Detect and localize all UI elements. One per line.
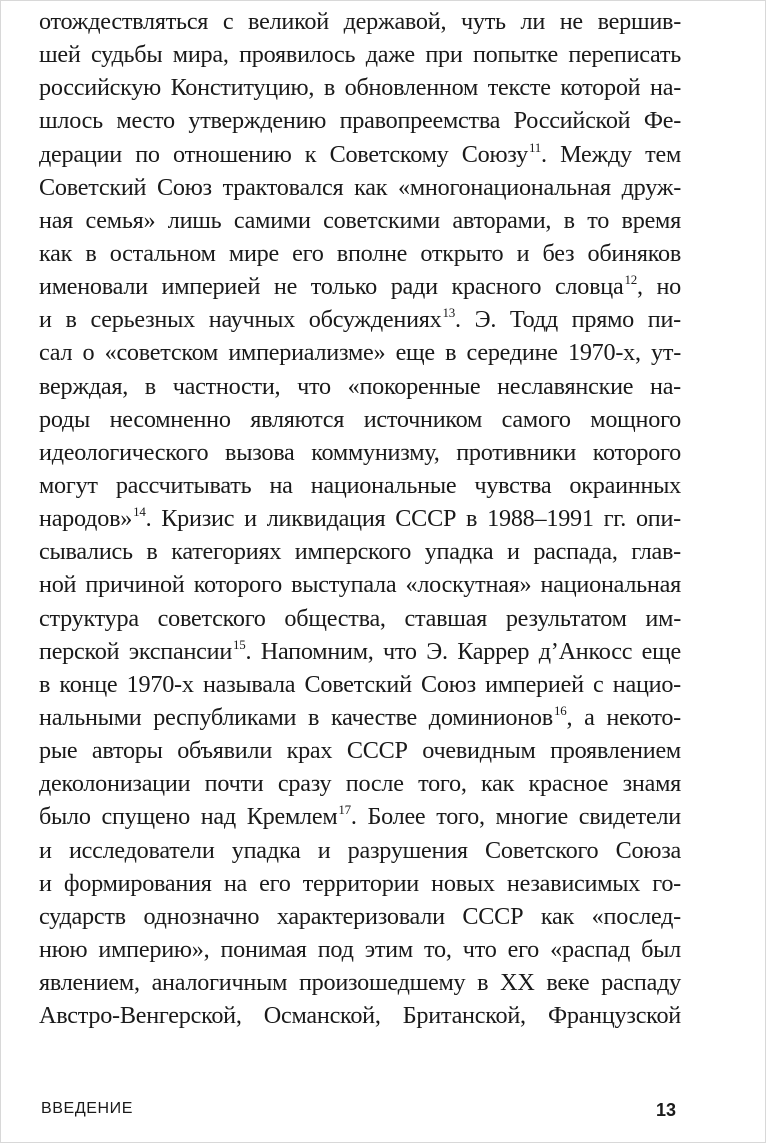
text-line (39, 171, 681, 204)
text-line (39, 734, 681, 767)
text-segment: было спущено над Кремлем (39, 803, 338, 831)
text-segment: нальными республиками в качестве доминионов (39, 703, 553, 731)
text-segment: дерации по отношению к Советскому Союзу (39, 140, 528, 168)
footnote-reference[interactable]: 13 (442, 305, 456, 321)
text-line (39, 303, 681, 336)
text-segment: Советский Союз трактовался как «многонациональная друж- (39, 173, 681, 201)
footnote-reference[interactable]: 11 (528, 139, 541, 155)
text-segment: и исследователи упадка и разрушения Советского Союза (39, 836, 681, 864)
text-line (39, 966, 681, 999)
text-line (39, 502, 681, 535)
text-line (39, 436, 681, 469)
text-segment: явлением, аналогичным произошедшему в XX веке распаду (39, 969, 681, 997)
text-line (39, 5, 681, 38)
footnote-reference[interactable]: 12 (624, 272, 637, 288)
text-segment: структура советского общества, ставшая результатом им- (39, 604, 681, 632)
text-segment: рые авторы объявили крах СССР очевидным проявлением (39, 737, 681, 765)
text-segment: роды несомненно являются источником самого мощного (39, 405, 681, 433)
text-line (39, 767, 681, 800)
text-segment: могут рассчитывать на национальные чувства окраинных (39, 471, 681, 499)
text-line (39, 270, 681, 303)
text-segment: сывались в категориях имперского упадка и распада, глав- (39, 538, 681, 566)
text-line (39, 568, 681, 601)
text-segment: и в серьезных научных обсуждениях (39, 306, 442, 334)
text-line (39, 602, 681, 635)
footnote-reference[interactable]: 16 (553, 702, 567, 718)
text-segment: деколонизации почти сразу после того, как красное знамя (39, 770, 681, 798)
text-segment: идеологического вызова коммунизму, противники которого (39, 438, 681, 466)
text-line (39, 800, 681, 833)
text-line (39, 635, 681, 668)
text-line (39, 999, 681, 1032)
text-line (39, 104, 681, 137)
text-line (39, 204, 681, 237)
text-segment: шлось место утверждению правопреемства Российской Фе- (39, 107, 681, 135)
text-segment: и формирования на его территории новых независимых го- (39, 869, 681, 897)
text-segment: перской экспансии (39, 637, 233, 665)
text-segment: как в остальном мире его вполне открыто и без обиняков (39, 239, 681, 267)
text-segment: российскую Конституцию, в обновленном тексте которой на- (39, 74, 681, 102)
text-segment: верждая, в частности, что «покоренные неславянские на- (39, 372, 681, 400)
text-line (39, 867, 681, 900)
text-line (39, 900, 681, 933)
text-segment: . Более того, многие свидетели (350, 803, 681, 831)
text-line (39, 336, 681, 369)
text-segment: . Кризис и ликвидация СССР в 1988–1991 гг. опи- (145, 505, 681, 533)
text-segment: шей судьбы мира, проявилось даже при попытке переписать (39, 41, 681, 69)
text-line (39, 237, 681, 270)
text-segment: отождествляться с великой державой, чуть ли не вершив- (39, 8, 681, 35)
text-segment: Австро-Венгерской, Османской, Британской, Французской (39, 1002, 681, 1030)
footnote-reference[interactable]: 15 (233, 636, 246, 652)
text-line (39, 138, 681, 171)
text-segment: народов» (39, 505, 133, 533)
text-segment: нюю империю», понимая под этим то, что его «распад был (39, 935, 681, 963)
text-line (39, 701, 681, 734)
text-line (39, 668, 681, 701)
text-line (39, 403, 681, 436)
text-line (39, 370, 681, 403)
text-line (39, 834, 681, 867)
footnote-reference[interactable]: 17 (338, 802, 351, 818)
footnote-reference[interactable]: 14 (133, 504, 146, 520)
text-segment: сал о «советском империализме» еще в середине 1970-х, ут- (39, 339, 681, 367)
text-segment: , а некото- (566, 703, 681, 731)
text-line (39, 535, 681, 568)
text-segment: . Между тем (540, 140, 681, 168)
running-footer-section: ВВЕДЕНИЕ (41, 1100, 134, 1117)
text-line (39, 71, 681, 104)
text-line (39, 469, 681, 502)
text-segment: сударств однозначно характеризовали СССР как «послед- (39, 902, 681, 930)
text-segment: ная семья» лишь самими советскими авторами, в то время (39, 206, 681, 234)
text-segment: . Э. Тодд прямо пи- (455, 306, 681, 334)
text-segment: . Напомним, что Э. Каррер д’Анкосс еще (245, 637, 681, 665)
text-line (39, 38, 681, 71)
page-number: 13 (655, 1100, 676, 1120)
text-segment: в конце 1970-х называла Советский Союз империей с нацио- (39, 670, 681, 698)
text-line (39, 933, 681, 966)
text-segment: именовали империей не только ради красного словца (39, 273, 624, 301)
body-text (39, 5, 681, 1032)
text-segment: , но (636, 273, 681, 301)
text-segment: ной причиной которого выступала «лоскутная» национальная (39, 571, 681, 599)
